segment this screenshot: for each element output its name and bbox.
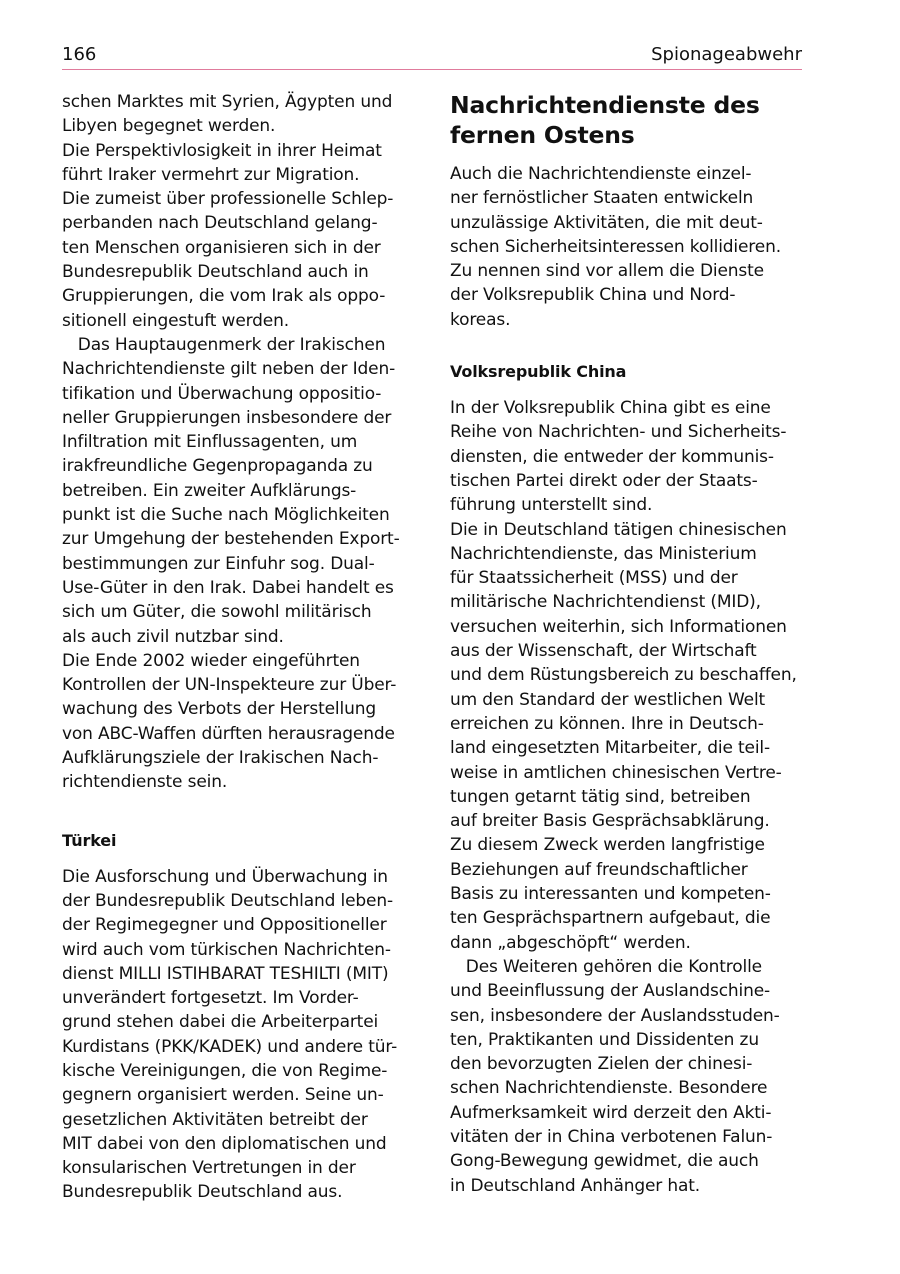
text-line: ner fernöstlicher Staaten entwickeln [450,188,754,209]
heading-tuerkei: Türkei [62,830,117,850]
text-line: konsularischen Vertretungen in der [62,1158,356,1179]
text-line: Kurdistans (PKK/KADEK) und andere tür- [62,1036,398,1057]
text-line: den bevorzugten Zielen der chinesi- [450,1054,753,1075]
text-line: der Volksrepublik China und Nord- [450,285,736,306]
text-line: grund stehen dabei die Arbeiterpartei [62,1012,379,1033]
text-line: Gruppierungen, die vom Irak als oppo- [62,286,386,307]
text-line: Zu diesem Zweck werden langfristige [450,835,765,856]
text-line: sitionell eingestuft werden. [62,310,289,331]
text-line: Nachrichtendienste gilt neben der Iden- [62,359,396,380]
text-line: Die Ausforschung und Überwachung in [62,866,388,887]
text-line: ten Menschen organisieren sich in der [62,237,381,258]
text-line: auf breiter Basis Gesprächsabklärung. [450,811,770,832]
left-column [62,90,422,1205]
text-line: MIT dabei von den diplomatischen und [62,1133,387,1154]
right-paragraph-2 [450,396,810,1198]
text-line: Zu nennen sind vor allem die Dienste [450,261,764,282]
text-line: Auch die Nachrichtendienste einzel- [450,164,752,184]
heading-fernost-line: fernen Ostens [450,121,635,149]
text-line: der Bundesrepublik Deutschland leben- [62,890,393,911]
text-line: militärische Nachrichtendienst (MID), [450,592,761,613]
text-line: wachung des Verbots der Herstellung [62,699,376,720]
text-line: sich um Güter, die sowohl militärisch [62,602,372,623]
text-line: Die Perspektivlosigkeit in ihrer Heimat [62,140,382,161]
heading-volksrepublik-china: Volksrepublik China [450,362,627,382]
text-line: Gong-Bewegung gewidmet, die auch [450,1151,759,1172]
text-line: für Staatssicherheit (MSS) und der [450,568,738,589]
text-line: Bundesrepublik Deutschland auch in [62,262,369,283]
heading-fernost [450,90,810,150]
text-line: Des Weiteren gehören die Kontrolle [450,956,762,977]
text-line: Das Hauptaugenmerk der Irakischen [62,334,386,355]
text-line: unzulässige Aktivitäten, die mit deut- [450,212,763,233]
text-line: bestimmungen zur Einfuhr sog. Dual- [62,553,375,574]
text-line: Die in Deutschland tätigen chinesischen [450,519,787,540]
text-line: In der Volksrepublik China gibt es eine [450,398,771,419]
left-paragraph-2 [62,865,422,1205]
text-line: dienst MILLI ISTIHBARAT TESHILTI (MIT) [62,963,389,984]
text-line: Beziehungen auf freundschaftlicher [450,859,748,880]
text-line: Basis zu interessanten und kompeten- [450,884,771,905]
text-line: perbanden nach Deutschland gelang- [62,213,378,234]
page-number: 166 [62,44,97,65]
text-line: führt Iraker vermehrt zur Migration. [62,164,360,185]
text-line: Bundesrepublik Deutschland aus. [62,1182,343,1203]
text-line: Die Ende 2002 wieder eingeführten [62,650,360,671]
running-title: Spionageabwehr [651,44,802,65]
text-line: aus der Wissenschaft, der Wirtschaft [450,641,757,662]
text-line: land eingesetzten Mitarbeiter, die teil- [450,738,770,759]
text-line: dann „abgeschöpft“ werden. [450,932,691,953]
text-line: Die zumeist über professionelle Schlep- [62,189,394,210]
text-line: kische Vereinigungen, die von Regime- [62,1060,388,1081]
text-line: schen Nachrichtendienste. Besondere [450,1078,768,1099]
text-line: punkt ist die Suche nach Möglichkeiten [62,505,390,526]
text-line: gegnern organisiert werden. Seine un- [62,1085,384,1106]
text-line: versuchen weiterhin, sich Informationen [450,616,787,637]
text-line: diensten, die entweder der kommunis- [450,446,774,467]
text-line: von ABC-Waffen dürften herausragende [62,723,395,744]
text-line: gesetzlichen Aktivitäten betreibt der [62,1109,368,1130]
text-line: unverändert fortgesetzt. Im Vorder- [62,988,359,1009]
text-line: vitäten der in China verbotenen Falun- [450,1126,773,1147]
text-line: Reihe von Nachrichten- und Sicherheits- [450,422,787,443]
text-line: Aufmerksamkeit wird derzeit den Akti- [450,1102,772,1123]
text-line: ten, Praktikanten und Dissidenten zu [450,1029,759,1050]
page-header [62,44,802,68]
text-line: Kontrollen der UN-Inspekteure zur Über- [62,675,397,696]
text-line: tifikation und Überwachung oppositio- [62,383,382,404]
text-line: Aufklärungsziele der Irakischen Nach- [62,748,379,769]
text-line: erreichen zu können. Ihre in Deutsch- [450,713,764,734]
text-line: ten Gesprächspartnern aufgebaut, die [450,908,771,929]
text-line: betreiben. Ein zweiter Aufklärungs- [62,480,357,501]
header-rule [62,69,802,70]
text-line: führung unterstellt sind. [450,495,653,516]
text-line: und Beeinflussung der Auslandschine- [450,981,771,1002]
right-paragraph-1 [450,162,810,332]
text-line: um den Standard der westlichen Welt [450,689,766,710]
text-line: Use-Güter in den Irak. Dabei handelt es [62,577,394,598]
text-line: schen Sicherheitsinteressen kollidieren. [450,236,781,257]
text-line: der Regimegegner und Oppositioneller [62,915,387,936]
text-line: in Deutschland Anhänger hat. [450,1175,701,1196]
text-line: neller Gruppierungen insbesondere der [62,407,392,428]
text-line: Nachrichtendienste, das Ministerium [450,543,757,564]
heading-fernost-line: Nachrichtendienste des [450,91,760,119]
text-line: koreas. [450,309,511,330]
text-line: richtendienste sein. [62,772,228,793]
text-line: tischen Partei direkt oder der Staats- [450,470,758,491]
text-line: wird auch vom türkischen Nachrichten- [62,939,391,960]
left-paragraph-1 [62,90,422,795]
text-line: zur Umgehung der bestehenden Export- [62,529,400,550]
text-line: sen, insbesondere der Auslandsstuden- [450,1005,780,1026]
text-line: als auch zivil nutzbar sind. [62,626,284,647]
text-line: Infiltration mit Einflussagenten, um [62,432,358,453]
text-line: schen Marktes mit Syrien, Ägypten und [62,92,393,112]
right-column [450,90,810,1198]
text-line: und dem Rüstungsbereich zu beschaffen, [450,665,797,686]
text-line: weise in amtlichen chinesischen Vertre- [450,762,782,783]
text-line: Libyen begegnet werden. [62,116,276,137]
text-line: irakfreundliche Gegenpropaganda zu [62,456,373,477]
text-line: tungen getarnt tätig sind, betreiben [450,786,751,807]
